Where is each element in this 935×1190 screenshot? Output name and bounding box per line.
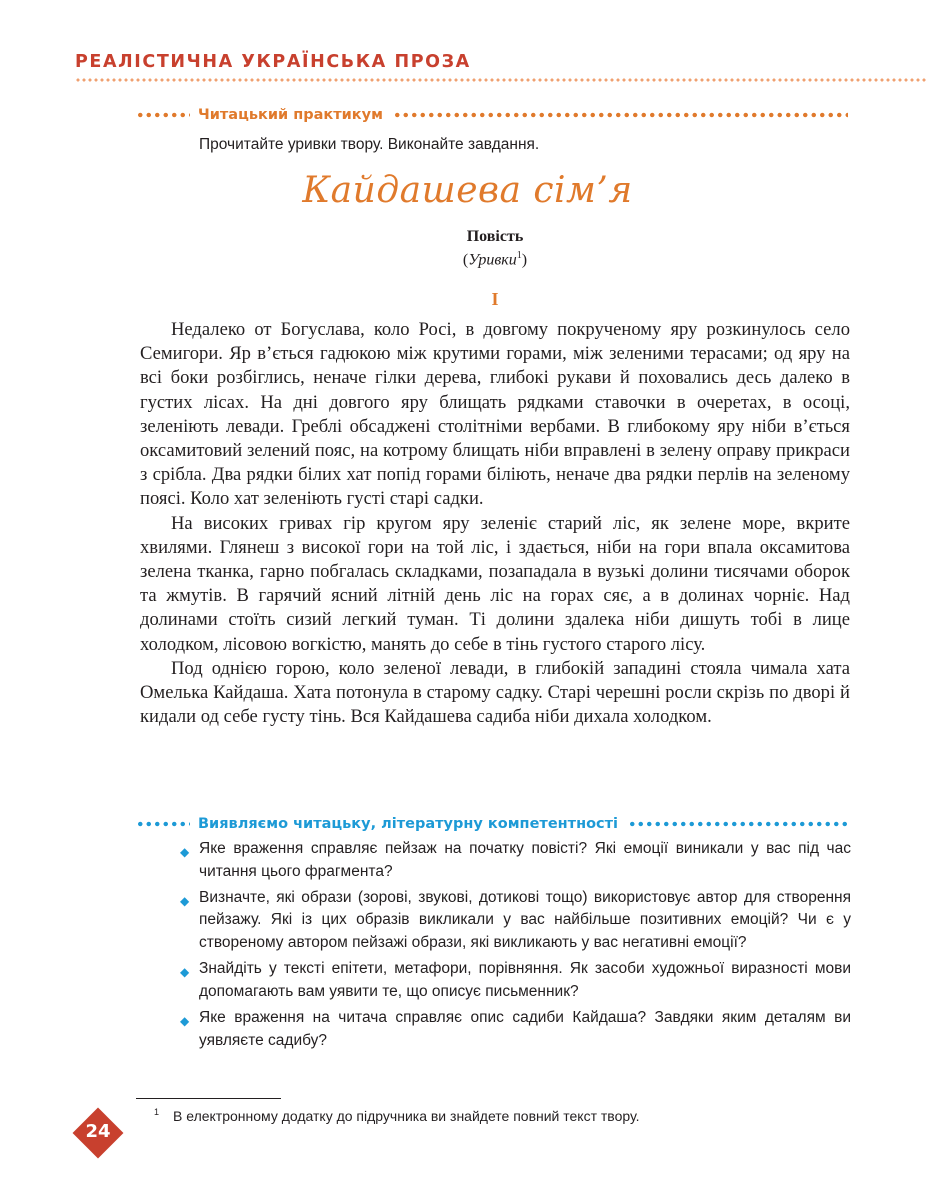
work-genre: Повість — [466, 228, 524, 245]
list-item: ◆ Знайдіть у тексті епітети, метафори, порівняння. Як засоби художньої виразності мови допомагають вам уявити те, що описує письменник? — [180, 960, 851, 1000]
heading-dots-right — [628, 821, 848, 827]
heading-dots-left — [136, 821, 190, 827]
running-head: РЕАЛІСТИЧНА УКРАЇНСЬКА ПРОЗА — [75, 52, 471, 72]
list-item: ◆ Визначте, які образи (зорові, звукові, дотикові тощо) використовує автор для створення пейзажу. Які із цих образів викликали у вас найбільше позитивних емоцій? Чи є у створеному автором пейзажі образи, які викликають у вас негативні емоції? — [180, 888, 851, 951]
heading-dots-right — [393, 112, 848, 118]
diamond-bullet-icon: ◆ — [180, 1013, 190, 1028]
list-item: ◆ Яке враження справляє пейзаж на початку повісті? Які емоції виникали у вас під час читання цього фрагмента? — [180, 840, 851, 880]
footnote-separator — [136, 1098, 281, 1099]
footnote-mark: 1 — [154, 1107, 160, 1117]
heading-dots-left — [136, 112, 190, 118]
prose-paragraph: На високих гривах гір кругом яру зеленіє старий ліс, як зелене море, вкрите хвилями. Глянеш з високої гори на той ліс, і здається, ніби на гори впала оксамитова зелена тканка, гарно побгалась складками, позападала в вузькі долини тисячами оборок та жмутів. В гарячий ясний літній день ліс на горах сяє, а в долинах чорніє. Над долинами стоїть сизий легкий туман. Ті долини здалека ніби дишуть тобі в лице холодком, лісовою вогкістю, манять до себе в тінь густого старого лісу. — [140, 512, 850, 655]
prose-paragraph: Недалеко от Богуслава, коло Росі, в довгому покрученому яру розкинулось село Семигори. Яр в’ється гадюкою між крутими горами, між зеленими терасами; од яру на всі боки розбіглись, неначе гілки дерева, глибокі рукави й поховались десь далеко в густих лісах. На дні довгого яру блищать рядками ставочки в очеретах, в осоці, зеленіють левади. Греблі обсаджені столітніми вербами. В глибокому яру ніби в’ється оксамитовий зелений пояс, на котрому блищать ніби вправлені в зелену оправу прикраси з срібла. Два рядки білих хат попід горами біліють, неначе два рядки перлів на зеленому поясі. Коло хат зеленіють густі старі садки. — [140, 319, 850, 510]
page-number-badge — [72, 1107, 124, 1159]
chapter-number: І — [491, 289, 499, 309]
excerpt-note: (Уривки$^1$) — [462, 250, 528, 269]
list-item: ◆ Яке враження на читача справляє опис садиби Кайдаша? Завдяки яким деталям ви уявляєте садибу? — [180, 1008, 851, 1049]
excerpt-label: Уривки — [468, 251, 517, 269]
page-number: 24 — [85, 1121, 111, 1142]
footnote — [154, 1107, 640, 1124]
competence-heading-label: Виявляємо читацьку, літературну компетентності — [198, 816, 619, 832]
competence-heading — [136, 813, 848, 835]
prose-text — [140, 318, 850, 729]
practicum-heading — [136, 104, 848, 126]
diamond-bullet-icon: ◆ — [180, 893, 190, 908]
prose-paragraph: Под однією горою, коло зеленої левади, в глибокій западині стояла чимала хата Омелька Кайдаша. Хата потонула в старому садку. Старі черешні росли скрізь по дворі й кидали од себе густу тінь. Вся Кайдашева садиба ніби дихала холодком. — [140, 657, 850, 728]
diamond-bullet-icon: ◆ — [180, 845, 190, 859]
diamond-bullet-icon: ◆ — [180, 965, 190, 980]
question-list — [180, 838, 851, 1056]
practicum-instruction: Прочитайте уривки твору. Виконайте завдання. — [199, 136, 540, 153]
work-title: Кайдашева сім’я — [302, 170, 633, 211]
footnote-ref: 1 — [516, 250, 522, 261]
header-dotted-rule — [75, 78, 927, 82]
footnote-text: В електронному додатку до підручника ви знайдете повний текст твору. — [173, 1108, 640, 1124]
practicum-heading-label: Читацький практикум — [198, 107, 383, 123]
